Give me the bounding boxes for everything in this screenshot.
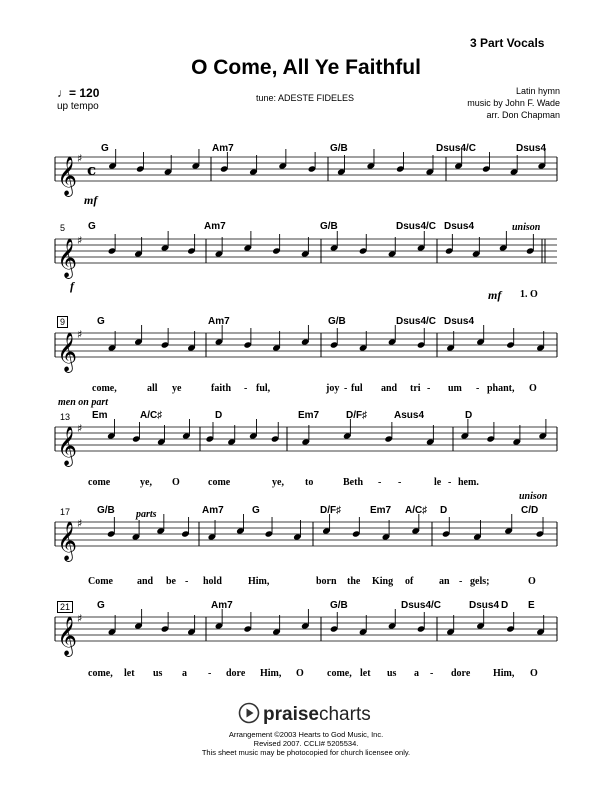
chord-symbol: A/C♯ xyxy=(405,505,428,516)
lyric-syllable: um xyxy=(448,383,462,394)
chord-symbol: D xyxy=(465,410,473,421)
lyric-syllable: O xyxy=(296,668,304,679)
chord-symbol: Dsus4 xyxy=(444,316,475,327)
key-signature-sharp-icon: ♯ xyxy=(77,152,83,165)
chord-symbol: G xyxy=(252,505,260,516)
chord-symbol: Em7 xyxy=(298,410,320,421)
part-label: 3 Part Vocals xyxy=(470,36,545,50)
lyric-syllable: and xyxy=(381,383,398,394)
chord-symbol: G xyxy=(101,143,109,154)
lyric-syllable: Him, xyxy=(260,668,282,679)
lyric-syllable: - xyxy=(398,477,402,488)
lyric-syllable: a xyxy=(414,668,419,679)
lyric-syllable: le xyxy=(434,477,442,488)
measure-number: 13 xyxy=(60,412,71,422)
key-signature-sharp-icon: ♯ xyxy=(77,234,83,247)
lyric-syllable: tri xyxy=(410,383,421,394)
lyric-syllable: come xyxy=(88,477,111,488)
chord-symbol: Dsus4 xyxy=(469,600,500,611)
chord-symbol: E xyxy=(528,600,535,611)
verse-pickup: 1. O xyxy=(520,289,538,300)
lyric-syllable: come, xyxy=(327,668,352,679)
tune-name: tune: ADESTE FIDELES xyxy=(256,93,355,103)
lyric-syllable: - xyxy=(344,383,348,394)
dynamic-mark: mf xyxy=(488,288,502,302)
chord-symbol: Dsus4/C xyxy=(396,221,437,232)
chord-symbol: G/B xyxy=(330,600,348,611)
chord-symbol: G/B xyxy=(328,316,346,327)
chord-symbol: Am7 xyxy=(211,600,233,611)
parts-mark: parts xyxy=(136,509,157,520)
chord-symbol: Dsus4/C xyxy=(401,600,442,611)
chord-symbol: G xyxy=(97,316,105,327)
lyric-syllable: to xyxy=(305,477,314,488)
lyric-syllable: - xyxy=(459,576,463,587)
chord-symbol: Am7 xyxy=(204,221,226,232)
chord-symbol: Am7 xyxy=(208,316,230,327)
unison-mark: unison xyxy=(519,491,548,502)
chord-symbol: G xyxy=(88,221,96,232)
lyric-syllable: come, xyxy=(92,383,117,394)
lyric-syllable: let xyxy=(360,668,371,679)
key-signature-sharp-icon: ♯ xyxy=(77,517,83,530)
lyric-syllable: of xyxy=(405,576,414,587)
lyric-syllable: King xyxy=(372,576,394,587)
lyric-syllable: be xyxy=(166,576,176,587)
treble-clef-icon: 𝄞 xyxy=(57,332,78,372)
lyric-syllable: - xyxy=(244,383,248,394)
lyric-syllable: us xyxy=(153,668,163,679)
lyric-syllable: come xyxy=(208,477,231,488)
lyric-syllable: faith xyxy=(211,383,231,394)
lyric-syllable: O xyxy=(528,576,536,587)
praisecharts-logo xyxy=(238,702,371,726)
key-signature-sharp-icon: ♯ xyxy=(77,328,83,341)
chord-symbol: Dsus4 xyxy=(516,143,547,154)
lyric-syllable: - xyxy=(476,383,480,394)
dynamic-mark: mf xyxy=(84,193,98,207)
credit-lyrics: Latin hymn xyxy=(515,86,560,96)
lyric-syllable: O xyxy=(529,383,537,394)
lyric-syllable: Him, xyxy=(248,576,270,587)
lyric-syllable: Beth xyxy=(343,477,363,488)
lyric-syllable: and xyxy=(137,576,154,587)
chord-symbol: D xyxy=(215,410,223,421)
measure-number: 5 xyxy=(60,223,66,233)
song-title: O Come, All Ye Faithful xyxy=(191,56,421,79)
chord-symbol: D/F♯ xyxy=(346,410,368,421)
chord-symbol: G/B xyxy=(320,221,338,232)
lyric-syllable: joy xyxy=(326,383,340,394)
logo-text-praise: praise xyxy=(263,704,319,725)
lyric-syllable: hold xyxy=(203,576,222,587)
lyric-syllable: O xyxy=(530,668,538,679)
lyric-syllable: us xyxy=(387,668,397,679)
lyric-syllable: phant, xyxy=(487,383,515,394)
logo-text-charts: charts xyxy=(318,704,371,725)
chord-symbol: G xyxy=(97,600,105,611)
footer-line: This sheet music may be photocopied for church licensee only. xyxy=(201,748,411,757)
lyric-syllable: ye xyxy=(172,383,182,394)
play-circle-icon xyxy=(238,702,260,724)
chord-symbol: D xyxy=(440,505,448,516)
lyric-syllable: - xyxy=(208,668,212,679)
lyric-syllable: dore xyxy=(451,668,471,679)
lyric-syllable: - xyxy=(185,576,189,587)
chord-symbol: D xyxy=(501,600,509,611)
chord-symbol: Dsus4/C xyxy=(396,316,437,327)
chord-symbol: Dsus4/C xyxy=(436,143,477,154)
chord-symbol: D/F♯ xyxy=(320,505,342,516)
lyric-syllable: an xyxy=(439,576,450,587)
treble-clef-icon: 𝄞 xyxy=(57,238,78,278)
treble-clef-icon: 𝄞 xyxy=(57,616,78,656)
chord-symbol: A/C♯ xyxy=(140,410,163,421)
lyric-syllable: a xyxy=(182,668,187,679)
chord-symbol: Am7 xyxy=(202,505,224,516)
chord-symbol: G/B xyxy=(330,143,348,154)
chord-symbol: G/B xyxy=(97,505,115,516)
dynamic-mark: f xyxy=(70,279,74,293)
chord-symbol: Em xyxy=(92,410,108,421)
lyric-syllable: ful xyxy=(351,383,363,394)
lyric-syllable: Him, xyxy=(493,668,515,679)
copyright-footer xyxy=(0,730,612,757)
unison-mark: unison xyxy=(512,222,541,233)
lyric-syllable: dore xyxy=(226,668,246,679)
lyric-syllable: born xyxy=(316,576,337,587)
lyric-syllable: the xyxy=(347,576,361,587)
lyric-syllable: ye, xyxy=(140,477,152,488)
lyric-syllable: come, xyxy=(88,668,113,679)
footer-line: Revised 2007. CCLI# 5205534. xyxy=(253,739,359,748)
lyric-syllable: - xyxy=(430,668,434,679)
chord-symbol: C/D xyxy=(521,505,539,516)
chord-symbol: Asus4 xyxy=(394,410,425,421)
lyric-syllable: all xyxy=(147,383,158,394)
treble-clef-icon: 𝄞 xyxy=(57,426,78,466)
tempo-mark: ♩= 120 xyxy=(57,86,100,100)
common-time-icon: c xyxy=(87,161,97,179)
chord-symbol: Am7 xyxy=(212,143,234,154)
lyric-syllable: let xyxy=(124,668,135,679)
lyric-syllable: hem. xyxy=(458,477,479,488)
measure-number: 21 xyxy=(57,601,73,613)
treble-clef-icon: 𝄞 xyxy=(57,521,78,561)
lyric-syllable: O xyxy=(172,477,180,488)
key-signature-sharp-icon: ♯ xyxy=(77,612,83,625)
tempo-description: up tempo xyxy=(57,101,99,112)
treble-clef-icon: 𝄞 xyxy=(57,156,78,196)
credit-arranger: arr. Don Chapman xyxy=(486,110,560,120)
credit-music: music by John F. Wade xyxy=(467,98,560,108)
lyric-syllable: - xyxy=(427,383,431,394)
chord-symbol: Em7 xyxy=(370,505,392,516)
key-signature-sharp-icon: ♯ xyxy=(77,422,83,435)
performance-note: men on part xyxy=(58,397,109,408)
lyric-syllable: - xyxy=(378,477,382,488)
chord-symbol: Dsus4 xyxy=(444,221,475,232)
lyric-syllable: Come xyxy=(88,576,113,587)
lyric-syllable: - xyxy=(448,477,452,488)
measure-number: 9 xyxy=(57,316,68,328)
lyric-syllable: ye, xyxy=(272,477,284,488)
footer-line: Arrangement ©2003 Hearts to God Music, Inc. xyxy=(228,730,384,739)
lyric-syllable: ful, xyxy=(256,383,271,394)
measure-number: 17 xyxy=(60,507,71,517)
lyric-syllable: gels; xyxy=(470,576,490,587)
